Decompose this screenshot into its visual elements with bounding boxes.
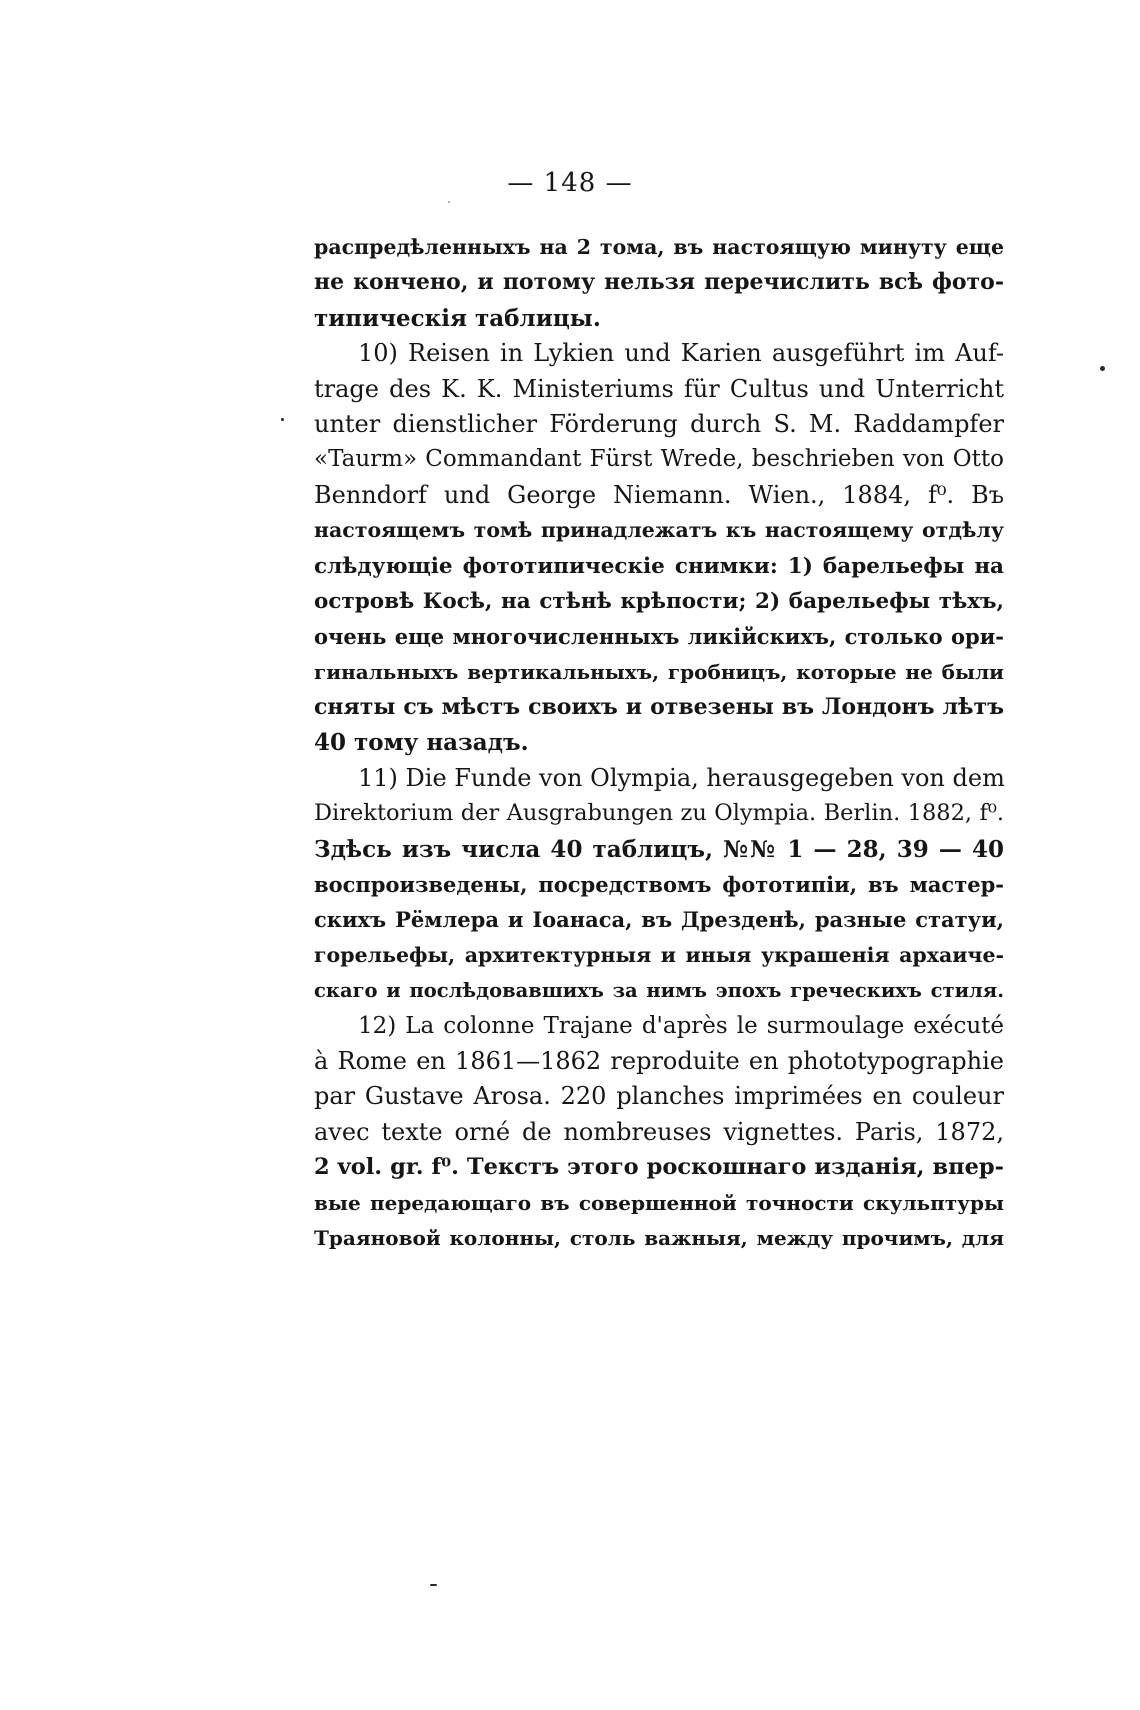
text-line: вые передающаго въ совершенной точности скульптуры	[314, 1190, 1004, 1215]
text-line: распредѣленныхъ на 2 тома, въ настоящую минуту еще	[314, 235, 1004, 259]
text-line: скихъ Рёмлера и Іоанаса, въ Дрезденѣ, разные статуи,	[314, 907, 1004, 933]
text-line: «Taurm» Commandant Fürst Wrede, beschrieben von Otto	[314, 446, 1004, 473]
text-line: 11) Die Funde von Olympia, herausgegeben von dem	[358, 763, 1005, 792]
text-line: par Gustave Arosa. 220 planches imprimées en couleur	[314, 1082, 1004, 1111]
text-line: Direktorium der Ausgrabungen zu Olympia. Berlin. 1882, f⁰.	[314, 800, 1004, 827]
text-line: Здѣсь изъ числа 40 таблицъ, №№ 1 — 28, 39 — 40	[314, 835, 1004, 863]
page-number: — 148 —	[507, 168, 633, 198]
text-line: слѣдующіе фототипическіе снимки: 1) барельефы на	[314, 553, 1004, 579]
text-line: горельефы, архитектурныя и иныя украшенія архаиче-	[314, 942, 1004, 967]
text-line: Benndorf und George Niemann. Wien., 1884, f⁰. Въ	[314, 480, 1004, 509]
text-line: 10) Reisen in Lykien und Karien ausgeführt im Auf-	[358, 339, 1004, 368]
text-line: типическія таблицы.	[314, 304, 601, 332]
text-line: trage des K. K. Ministeriums für Cultus und Unterricht	[314, 374, 1004, 403]
text-line: avec texte orné de nombreuses vignettes. Paris, 1872,	[314, 1117, 1004, 1146]
text-line: не кончено, и потому нельзя перечислить всѣ фото-	[314, 269, 1004, 296]
text-line: скаго и послѣдовавшихъ за нимъ эпохъ греческихъ стиля.	[314, 979, 1004, 1003]
text-line: 2 vol. gr. f⁰. Текстъ этого роскошнаго изданія, впер-	[314, 1154, 1004, 1181]
text-line: настоящемъ томѣ принадлежатъ къ настоящему отдѣлу	[314, 518, 1004, 543]
text-line: очень еще многочисленныхъ ликійскихъ, столько ори-	[314, 624, 1004, 650]
scan-speck	[281, 418, 284, 421]
text-line: гинальныхъ вертикальныхъ, гробницъ, которые не были	[314, 659, 1004, 684]
text-line: воспроизведены, посредствомъ фототипіи, въ мастер-	[314, 872, 1004, 898]
scan-speck	[1100, 366, 1105, 371]
text-line: à Rome en 1861—1862 reproduite en phototypographie	[314, 1046, 1004, 1075]
scan-speck	[448, 201, 450, 203]
scan-speck	[430, 1584, 437, 1586]
text-line: островѣ Косѣ, на стѣнѣ крѣпости; 2) барельефы тѣхъ,	[314, 588, 1004, 614]
text-line: 12) La colonne Trajane d'après le surmoulage exécuté	[358, 1012, 1004, 1039]
text-line: unter dienstlicher Förderung durch S. M. Raddampfer	[314, 409, 1004, 438]
body-text	[314, 230, 1004, 1256]
text-line: сняты съ мѣстъ своихъ и отвезены въ Лондонъ лѣтъ	[314, 694, 1004, 721]
text-line: 40 тому назадъ.	[314, 729, 529, 757]
text-line: Траяновой колонны, столь важныя, между прочимъ, для	[314, 1225, 1004, 1250]
